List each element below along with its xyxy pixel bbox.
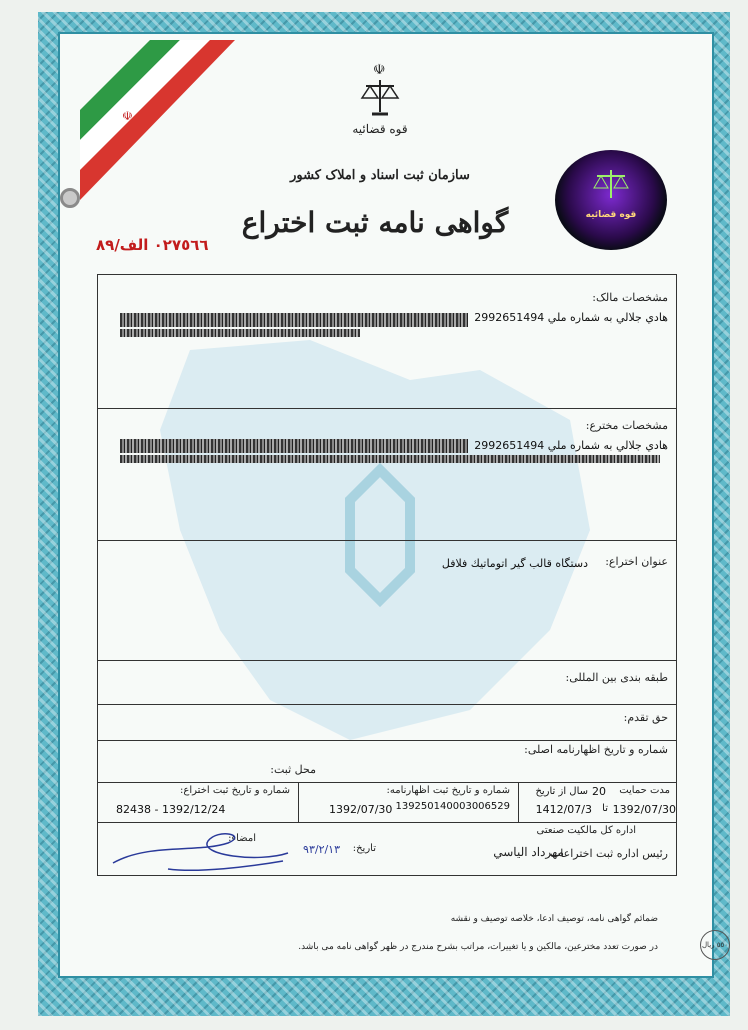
invention-row: [98, 541, 676, 661]
certificate-title: گواهی نامه ثبت اختراع: [241, 206, 509, 239]
priority-row: [98, 705, 676, 741]
original-declaration-row: [98, 741, 676, 783]
protection-text: سال از تاریخ: [535, 786, 588, 797]
footnote-1: ضمائم گواهی نامه، توصیف ادعا، خلاصه توصیف و نقشه: [450, 914, 658, 924]
grommet: [60, 188, 80, 208]
owner-row: [98, 275, 676, 409]
registration-row: [98, 783, 676, 823]
invention-label: عنوان اختراع:: [605, 555, 668, 568]
place-label: محل ثبت:: [270, 763, 316, 776]
priority-label: حق تقدم:: [623, 711, 668, 724]
declaration-date: 1392/07/30: [329, 803, 393, 816]
scales-emblem-icon: [360, 60, 400, 120]
redaction-bar: [120, 455, 660, 463]
protection-from: 1392/07/30: [612, 803, 676, 816]
signer-name: مهرداد الیاسي: [493, 845, 564, 859]
hologram-seal: [555, 150, 667, 250]
hologram-scales-icon: [593, 164, 629, 204]
declaration-cell: [298, 783, 518, 822]
office-line2: رئیس اداره ثبت اختراعات: [549, 847, 668, 860]
original-declaration-label: شماره و تاریخ اظهارنامه اصلی:: [524, 743, 668, 756]
hologram-text: قوه قضائیه: [585, 210, 637, 220]
inventor-value: هادي جلالي به شماره ملي 2992651494: [474, 439, 668, 452]
redaction-bar: [120, 313, 468, 327]
inventor-row: [98, 409, 676, 541]
classification-label: طبقه بندی بین المللی:: [565, 671, 668, 684]
protection-label: مدت حمایت: [619, 785, 670, 796]
protection-years: 20: [592, 785, 606, 798]
signature-row: [98, 823, 676, 877]
redaction-bar: [120, 439, 468, 453]
date-label: تاریخ:: [352, 843, 376, 854]
organization-name: سازمان ثبت اسناد و املاک کشور: [290, 168, 470, 183]
classification-row: [98, 661, 676, 705]
svg-text:☫: ☫: [122, 109, 133, 123]
registration-value: 1392/12/24 - 82438: [116, 803, 226, 816]
date-value: ۹۳/۲/۱۳: [303, 843, 340, 856]
sign-label: امضاء:: [228, 833, 256, 844]
declaration-label: شماره و تاریخ ثبت اظهارنامه:: [386, 785, 510, 796]
judiciary-label: قوه قضائیه: [352, 122, 408, 136]
invention-title: دستگاه قالب گير اتوماتيك فلافل: [441, 557, 588, 570]
handwritten-signature: [108, 823, 298, 877]
office-line1: اداره کل مالکیت صنعتی: [536, 825, 636, 836]
owner-value: هادي جلالي به شماره ملي 2992651494: [474, 311, 668, 324]
redaction-bar: [120, 329, 360, 337]
fee-stamp: ٥٥٠ ریال: [700, 930, 730, 960]
registration-cell: [98, 783, 298, 822]
serial-number: ٠٢٧٥٦٦ الف/٨٩: [96, 236, 209, 254]
owner-label: مشخصات مالک:: [592, 291, 668, 304]
protection-to: 1412/07/3: [535, 803, 592, 816]
inventor-label: مشخصات مخترع:: [585, 419, 668, 432]
protection-cell: [518, 783, 678, 822]
certificate-table: [97, 274, 677, 876]
footnote-2: در صورت تعدد مخترعین، مالکین و یا تغییرات، مراتب بشرح مندرج در ظهر گواهی نامه می باشد.: [298, 942, 658, 952]
svg-text:☫: ☫: [373, 62, 386, 78]
protection-until: تا: [602, 803, 608, 814]
declaration-number: 139250140003006529: [395, 801, 510, 812]
registration-label: شماره و تاریخ ثبت اختراع:: [180, 785, 290, 796]
